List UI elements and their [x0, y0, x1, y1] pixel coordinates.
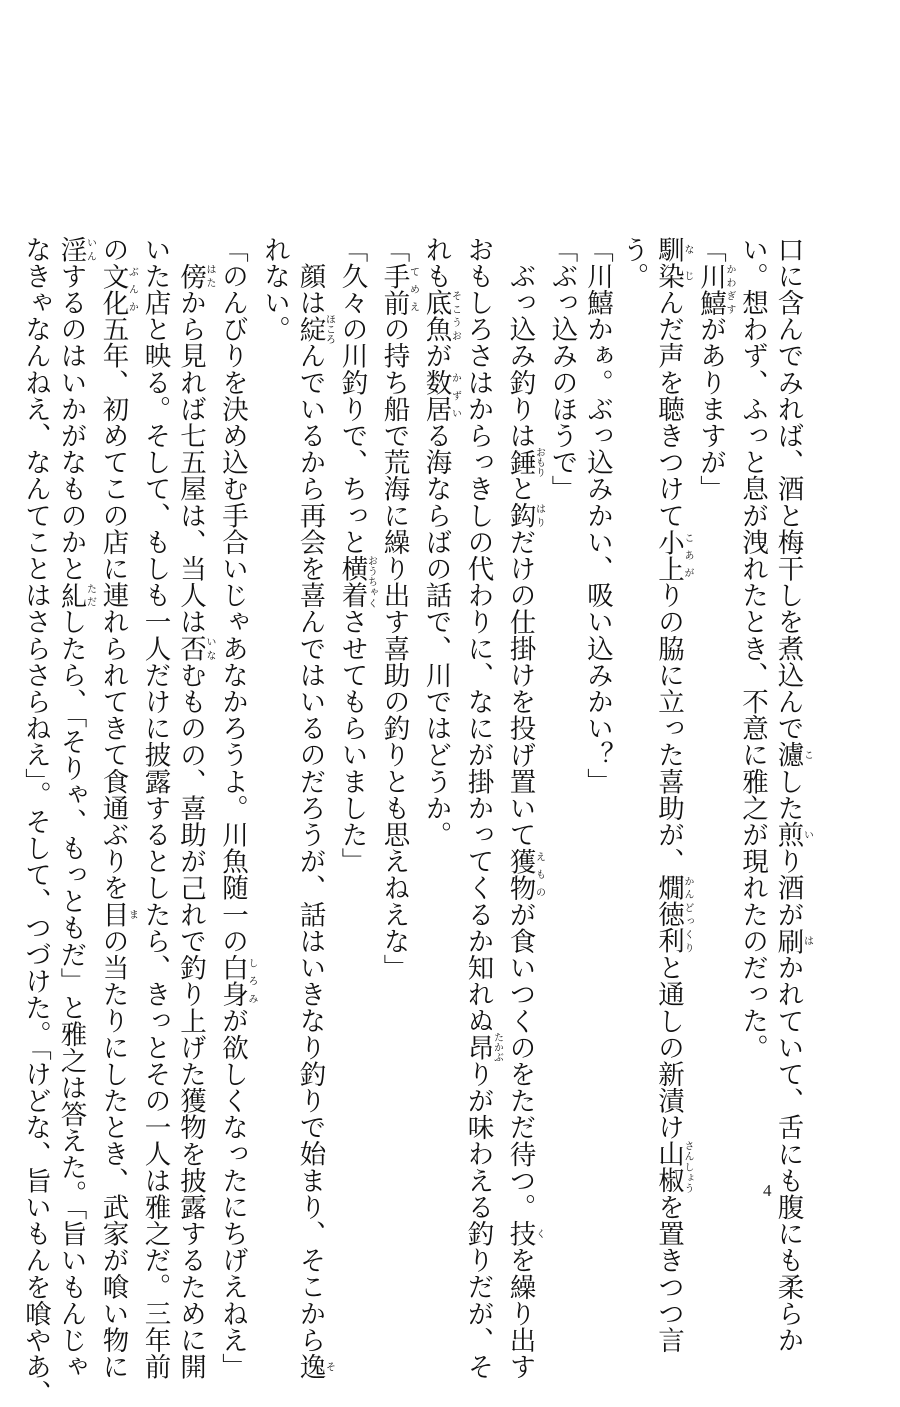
ruby-reading: こあが — [682, 528, 693, 582]
text-line — [95, 236, 138, 1380]
ruby-base: 否 — [175, 635, 206, 662]
ruby-base: 昂 — [462, 1032, 494, 1063]
ruby-word — [97, 901, 138, 928]
ruby-reading: えもの — [533, 847, 545, 902]
ruby-reading: はた — [204, 262, 215, 290]
vertical-text-body — [18, 236, 813, 1407]
text-segment: を繰り出す — [504, 1246, 536, 1380]
text-segment: したら、「そりゃ、もっともだ」と雅之は答えた。「旨いもんじゃ — [55, 608, 87, 1380]
text-segment: させてもらいました」 — [336, 608, 368, 875]
ruby-word — [695, 262, 735, 316]
text-segment: 「のんびりを決め込む手合いじゃあなかろうよ。川魚随一の — [217, 236, 248, 955]
text-segment: ぶっ込み釣りは — [504, 236, 536, 449]
text-line — [502, 236, 545, 1380]
ruby-base: 手前 — [378, 262, 410, 316]
ruby-reading: てめえ — [407, 262, 419, 316]
ruby-word — [294, 314, 335, 345]
text-line — [18, 236, 54, 1407]
ruby-base: 山椒 — [653, 1140, 684, 1194]
ruby-base: 文化 — [97, 262, 129, 316]
ruby-base: 白身 — [217, 954, 248, 1008]
text-line — [418, 236, 460, 1166]
ruby-base: 逸 — [294, 1353, 326, 1380]
text-segment: んだ声を聴きつけて — [653, 289, 684, 529]
ruby-base: 燗徳利 — [653, 874, 684, 955]
ruby-reading: そこうお — [449, 289, 461, 343]
ruby-base: 綻 — [294, 314, 326, 345]
ruby-word — [294, 1353, 335, 1380]
ruby-base: 小上 — [653, 528, 684, 582]
text-segment: と通しの新漬け — [653, 954, 684, 1141]
ruby-word — [55, 236, 96, 263]
ruby-base: 獲物 — [504, 847, 536, 902]
text-segment: かれていて、舌にも腹にも柔らか — [772, 954, 804, 1354]
text-segment: り酒が — [772, 847, 804, 928]
text-segment: から見れば七五屋は、当人は — [175, 289, 206, 636]
text-segment: 「 — [695, 236, 726, 263]
ruby-reading: おもり — [533, 447, 545, 478]
ruby-base: 横着 — [336, 555, 368, 609]
text-segment: 「 — [378, 236, 410, 263]
ruby-reading: なじ — [682, 236, 693, 290]
ruby-word — [175, 635, 215, 662]
ruby-reading: たかぶ — [491, 1032, 503, 1063]
ruby-reading: く — [533, 1220, 545, 1247]
ruby-base: 川鱚 — [695, 262, 726, 316]
text-segment: う。 — [617, 236, 649, 290]
text-segment: いた店と映る。そして、もしも一人だけに披露するとしたら、きっとその一人は雅之だ。三年前 — [139, 236, 171, 1380]
ruby-base: 馴染 — [653, 236, 684, 290]
ruby-word — [504, 1220, 545, 1247]
text-line — [376, 236, 418, 1166]
ruby-word — [772, 927, 813, 955]
ruby-word — [772, 821, 813, 848]
text-segment: 口に含んでみれば、酒と梅干しを煮込んで — [772, 236, 804, 742]
text-segment: 五年、初めてこの店に連れられてきて食通ぶりを — [97, 315, 129, 902]
text-segment: 「久々の川釣りで、ちっと — [336, 236, 368, 556]
text-line — [693, 236, 735, 1166]
ruby-base: 傍 — [175, 262, 206, 290]
ruby-word — [420, 289, 461, 343]
ruby-word — [97, 262, 138, 316]
ruby-word — [504, 502, 545, 529]
ruby-word — [420, 369, 461, 423]
ruby-reading: ただ — [84, 581, 96, 609]
text-segment: 「ぶっ込みのほうで」 — [546, 236, 578, 502]
text-segment: が食いつくのをただ待つ。 — [504, 901, 536, 1221]
ruby-reading: しろみ — [246, 954, 257, 1008]
text-line — [651, 236, 693, 1354]
text-line — [334, 236, 376, 1166]
text-segment: い。想わず、ふっと息が洩れたとき、不意に雅之が現れたのだった。 — [737, 236, 768, 1061]
ruby-base: 底魚 — [420, 289, 452, 343]
text-segment: を置きつつ言 — [653, 1193, 684, 1354]
text-segment: 「川鱚かぁ。ぶっ込みかい、吸い込みかい？」 — [582, 236, 613, 795]
ruby-reading: かんどっくり — [682, 874, 693, 955]
text-line — [173, 236, 215, 1380]
ruby-reading: おうちゃく — [365, 555, 377, 609]
text-segment: するのはいかがなものかと — [55, 262, 87, 582]
text-line — [53, 236, 96, 1380]
text-segment: の — [97, 236, 129, 263]
text-line — [735, 236, 771, 1166]
ruby-reading: かずい — [449, 369, 461, 423]
text-segment: りの脇に立った喜助が、 — [653, 581, 684, 875]
text-line — [460, 236, 503, 1380]
text-segment: が — [420, 342, 452, 370]
ruby-word — [772, 741, 813, 769]
page-number: 4 — [763, 1181, 772, 1200]
ruby-word — [653, 528, 693, 582]
ruby-word — [504, 847, 545, 902]
text-segment: 顔は — [294, 236, 326, 316]
text-segment: れない。 — [259, 236, 290, 343]
ruby-base: 濾 — [772, 741, 804, 769]
ruby-reading: は — [801, 927, 813, 955]
ruby-reading: はり — [533, 502, 545, 529]
ruby-base: 目 — [97, 901, 129, 928]
text-segment: の当たりにしたとき、武家が喰い物に — [97, 927, 129, 1380]
text-segment: がありますが」 — [695, 315, 726, 503]
ruby-word — [175, 262, 215, 290]
ruby-reading: ほころ — [323, 314, 335, 345]
text-segment: が欲しくなったにちげえねえ」 — [217, 1007, 248, 1380]
ruby-base: 鈎 — [504, 502, 536, 529]
ruby-base: 刷 — [772, 927, 804, 955]
text-segment — [175, 236, 206, 263]
ruby-reading: ま — [126, 901, 138, 928]
text-segment: だけの仕掛けを投げ置いて — [504, 528, 536, 848]
text-line — [137, 236, 173, 1380]
ruby-reading: い — [801, 821, 813, 848]
text-line — [215, 236, 257, 1380]
ruby-reading: さんしょう — [682, 1140, 693, 1194]
ruby-reading: いん — [84, 236, 96, 263]
text-line — [257, 236, 293, 1166]
ruby-reading: かわぎす — [724, 262, 735, 316]
text-segment: と — [504, 475, 536, 503]
text-segment: の持ち船で荒海に繰り出す喜助の釣りとも思えねえな」 — [378, 315, 410, 981]
text-segment: おもしろさはからっきしの代わりに、なにが掛かってくるか知れぬ — [462, 236, 494, 1034]
ruby-base: 技 — [504, 1220, 536, 1247]
ruby-reading: こ — [801, 741, 813, 768]
ruby-word — [336, 555, 377, 609]
ruby-word — [378, 262, 419, 316]
ruby-base: 煎 — [772, 821, 804, 848]
ruby-word — [217, 954, 257, 1008]
ruby-reading: そ — [323, 1353, 335, 1380]
text-segment: りが味わえる釣りだが、そ — [462, 1060, 494, 1380]
ruby-word — [462, 1032, 503, 1063]
text-segment: んでいるから再会を喜んではいるのだろうが、話はいきなり釣りで始まり、そこから — [294, 342, 326, 1354]
ruby-base: 数居 — [420, 369, 452, 423]
ruby-base: 糺 — [55, 581, 87, 609]
ruby-word — [653, 236, 693, 290]
text-line — [544, 236, 580, 1166]
text-line — [770, 236, 813, 1354]
ruby-word — [653, 1140, 693, 1194]
ruby-base: 錘 — [504, 447, 536, 478]
text-line — [580, 236, 616, 1166]
text-segment: むものの、喜助が己れで釣り上げた獲物を披露するために開 — [175, 661, 206, 1380]
ruby-base: 淫 — [55, 236, 87, 263]
text-segment: る海ならばの話で、川ではどうか。 — [420, 422, 452, 848]
ruby-reading: いな — [204, 635, 215, 662]
text-line — [292, 236, 335, 1380]
text-segment: した — [772, 768, 804, 822]
text-segment: れも — [420, 236, 452, 290]
text-line — [615, 236, 651, 1166]
ruby-reading: ぶんか — [126, 262, 138, 316]
ruby-word — [55, 581, 96, 609]
ruby-word — [504, 447, 545, 478]
text-segment: なきゃなんねえ、なんてことはさらさらねえ」。そして、つづけた。「けどな、旨いもんを喰やあ、 — [20, 236, 51, 1407]
ruby-word — [653, 874, 693, 955]
